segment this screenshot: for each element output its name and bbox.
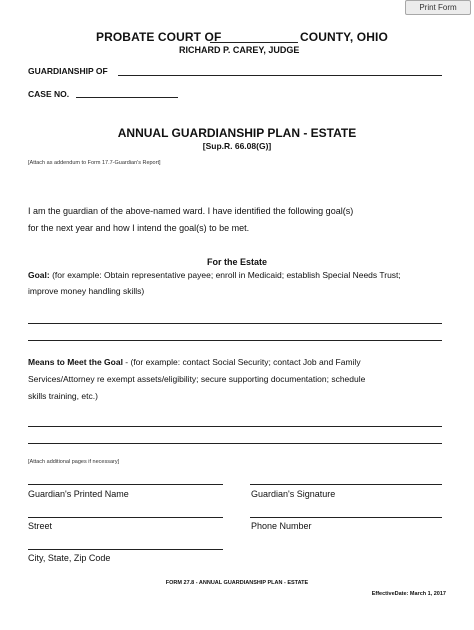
case-no-label: CASE NO. — [28, 89, 70, 99]
intro-line-1: I am the guardian of the above-named ward. I have identified the following goal(s) — [28, 206, 354, 216]
court-suffix: COUNTY, OHIO — [300, 30, 388, 44]
estate-heading: For the Estate — [206, 257, 267, 267]
goal-label: Goal: — [28, 270, 50, 280]
rule-reference: [Sup.R. 66.08(G)] — [202, 141, 272, 151]
means-line-2[interactable] — [28, 443, 442, 444]
court-prefix: PROBATE COURT OF — [96, 30, 222, 44]
goal-example: (for example: Obtain representative payee; enroll in Medicaid; establish Special Needs Trust; — [49, 270, 401, 280]
county-field[interactable] — [210, 42, 298, 43]
street-field[interactable] — [28, 517, 223, 518]
effective-date: EffectiveDate: March 1, 2017 — [371, 591, 446, 597]
phone-field[interactable] — [250, 517, 442, 518]
goal-example-cont: improve money handling skills) — [28, 286, 145, 296]
street-label: Street — [28, 521, 53, 531]
signature-field[interactable] — [250, 484, 442, 485]
city-label: City, State, Zip Code — [28, 553, 111, 563]
phone-label: Phone Number — [251, 521, 312, 531]
print-form-button[interactable]: Print Form — [405, 0, 471, 15]
intro-line-2: for the next year and how I intend the goal(s) to be met. — [28, 223, 250, 233]
city-field[interactable] — [28, 549, 223, 550]
means-example: - (for example: contact Social Security; contact Job and Family — [122, 357, 361, 367]
means-line-1[interactable] — [28, 426, 442, 427]
judge-name: RICHARD P. CAREY, JUDGE — [179, 45, 300, 55]
guardianship-of-field[interactable] — [118, 75, 442, 76]
attach-note: [Attach as addendum to Form 17.7-Guardian's Report] — [28, 160, 161, 166]
printed-name-field[interactable] — [28, 484, 223, 485]
printed-name-label: Guardian's Printed Name — [28, 489, 129, 499]
attach-pages-note: [Attach additional pages if necessary] — [28, 459, 120, 465]
means-example-cont-2: skills training, etc.) — [28, 391, 98, 401]
means-example-cont-1: Services/Attorney re exempt assets/eligibility; secure supporting documentation; schedule — [28, 374, 366, 384]
case-no-field[interactable] — [76, 97, 178, 98]
form-title: ANNUAL GUARDIANSHIP PLAN - ESTATE — [117, 126, 357, 140]
goal-line-2[interactable] — [28, 340, 442, 341]
means-label: Means to Meet the Goal — [28, 357, 123, 367]
goal-block — [28, 267, 401, 284]
guardianship-of-label: GUARDIANSHIP OF — [28, 66, 108, 76]
form-id: FORM 27.8 - ANNUAL GUARDIANSHIP PLAN - ESTATE — [165, 580, 309, 586]
signature-label: Guardian's Signature — [251, 489, 336, 499]
goal-line-1[interactable] — [28, 323, 442, 324]
means-block — [28, 354, 361, 371]
